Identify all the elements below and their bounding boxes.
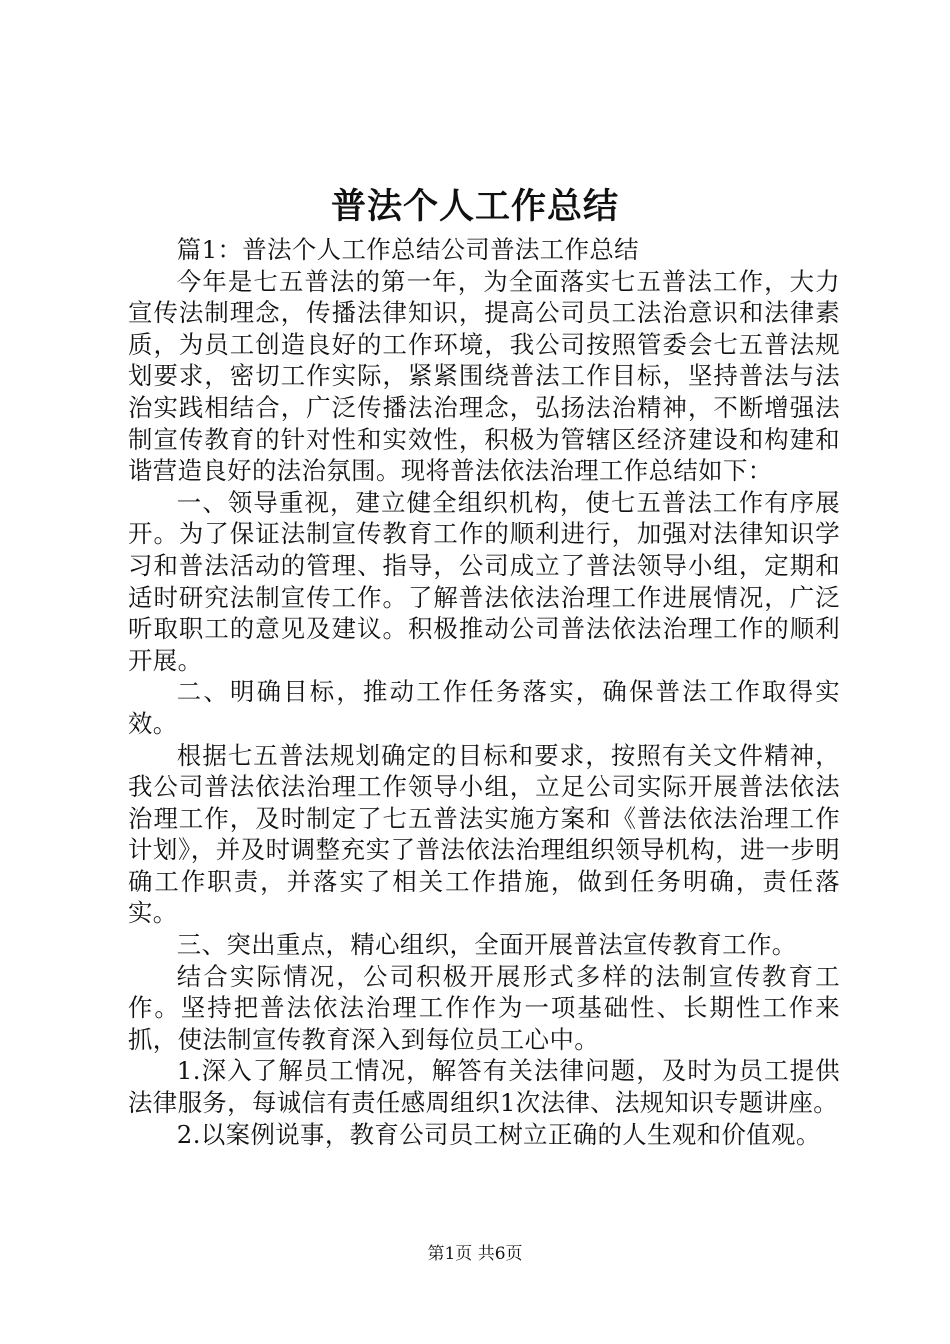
paragraph: 二、明确目标，推动工作任务落实，确保普法工作取得实效。 xyxy=(128,677,840,738)
paragraph: 1.深入了解员工情况，解答有关法律问题，及时为员工提供法律服务，每诚信有责任感周组织1次法律、法规知识专题讲座。 xyxy=(128,1056,840,1118)
paragraph: 根据七五普法规划确定的目标和要求，按照有关文件精神，我公司普法依法治理工作领导小组，立足公司实际开展普法依法治理工作，及时制定了七五普法实施方案和《普法依法治理工作计划》，并及时调整充实了普法依法治理组织领导机构，进一步明确工作职责，并落实了相关工作措施，做到任务明确，责任落实。 xyxy=(128,740,840,928)
paragraph: 三、突出重点，精心组织，全面开展普法宣传教育工作。 xyxy=(176,930,797,960)
paragraph: 2.以案例说事，教育公司员工树立正确的人生观和价值观。 xyxy=(176,1119,821,1149)
page-number-footer: 第1页 共6页 xyxy=(427,1244,523,1264)
document-body xyxy=(128,234,840,1150)
paragraph: 结合实际情况，公司积极开展形式多样的法制宣传教育工作。坚持把普法依法治理工作作为一项基础性、长期性工作来抓，使法制宣传教育深入到每位员工心中。 xyxy=(128,961,840,1054)
paragraph: 一、领导重视，建立健全组织机构，使七五普法工作有序展开。为了保证法制宣传教育工作的顺利进行，加强对法律知识学习和普法活动的管理、指导，公司成立了普法领导小组，定期和适时研究法制宣传工作。了解普法依法治理工作进展情况，广泛听取职工的意见及建议。积极推动公司普法依法治理工作的顺利开展。 xyxy=(128,487,840,675)
paragraph: 篇1：普法个人工作总结公司普法工作总结 xyxy=(176,235,639,264)
paragraph: 今年是七五普法的第一年，为全面落实七五普法工作，大力宣传法制理念，传播法律知识，提高公司员工法治意识和法律素质，为员工创造良好的工作环境，我公司按照管委会七五普法规划要求，密切工作实际，紧紧围绕普法工作目标，坚持普法与法治实践相结合，广泛传播法治理念，弘扬法治精神，不断增强法制宣传教育的针对性和实效性，积极为管辖区经济建设和构建和谐营造良好的法治氛围。现将普法依法治理工作总结如下： xyxy=(128,266,840,486)
document-title: 普法个人工作总结 xyxy=(330,186,619,227)
